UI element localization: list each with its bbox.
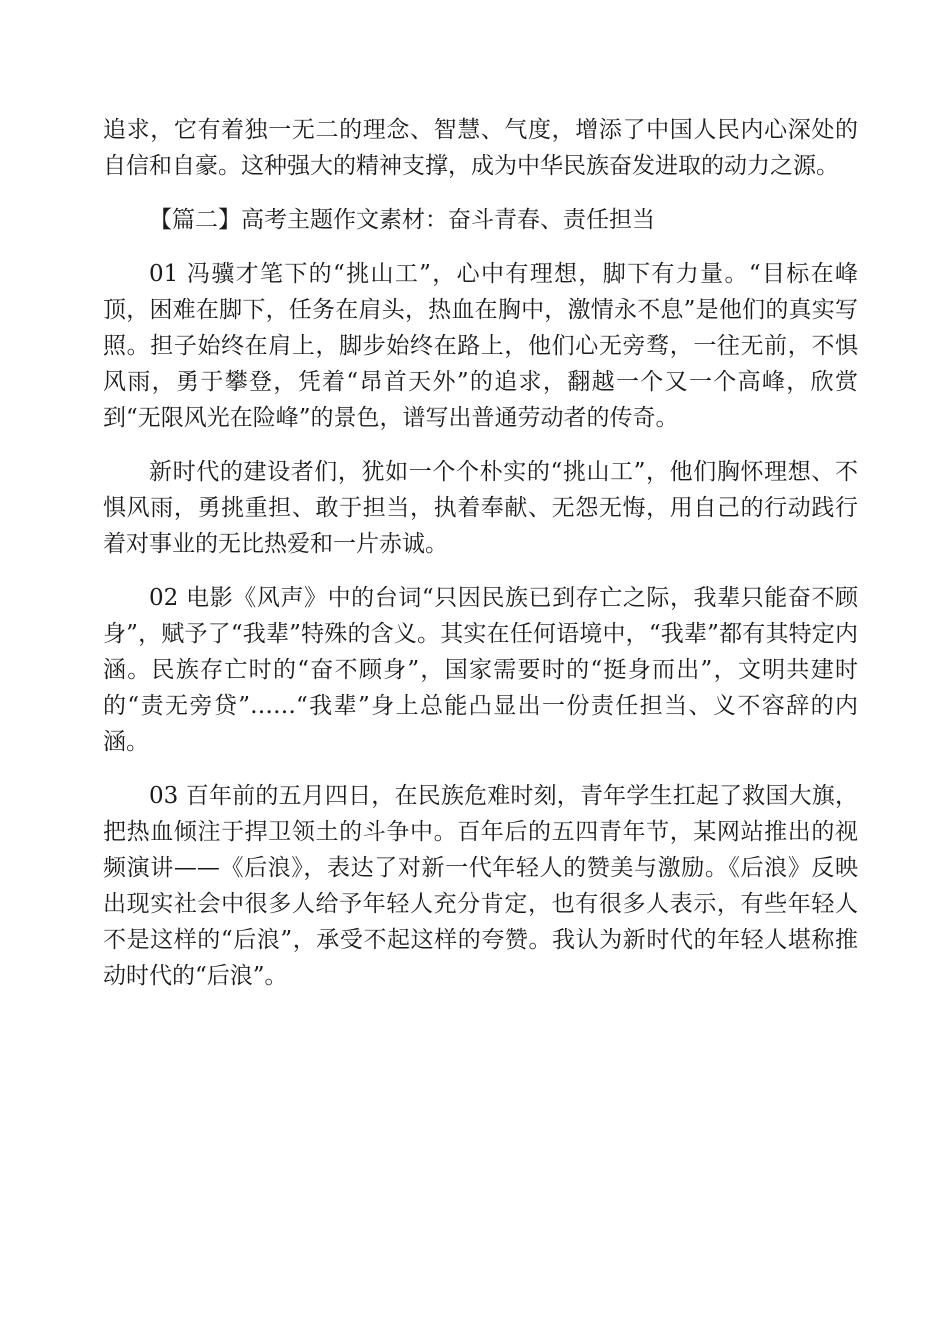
paragraph-03: 03 百年前的五月四日，在民族危难时刻，青年学生扛起了救国大旗，把热血倾注于捍卫领土的斗争中。百年后的五四青年节，某网站推出的视频演讲——《后浪》，表达了对新一代年轻人的赞美与激励。《后浪》反映出现实社会中很多人给予年轻人充分肯定，也有很多人表示，有些年轻人不是这样的“后浪”，承受不起这样的夸赞。我认为新时代的年轻人堪称推动时代的“后浪”。 xyxy=(103,783,858,989)
paragraph-continuation: 追求，它有着独一无二的理念、智慧、气度，增添了中国人民内心深处的自信和自豪。这种强大的精神支撑，成为中华民族奋发进取的动力之源。 xyxy=(103,117,858,179)
paragraph-01: 01 冯骥才笔下的“挑山工”，心中有理想，脚下有力量。“目标在峰顶，困难在脚下，任务在肩头，热血在胸中，激情永不息”是他们的真实写照。担子始终在肩上，脚步始终在路上，他们心无旁骛，一往无前，不惧风雨，勇于攀登，凭着“昂首天外”的追求，翻越一个又一个高峰，欣赏到“无限风光在险峰”的景色，谱写出普通劳动者的传奇。 xyxy=(103,261,858,431)
section-heading: 【篇二】高考主题作文素材：奋斗青春、责任担当 xyxy=(149,207,655,233)
paragraph-builders: 新时代的建设者们，犹如一个个朴实的“挑山工”，他们胸怀理想、不惧风雨，勇挑重担、敢于担当，执着奉献、无怨无悔，用自己的行动践行着对事业的无比热爱和一片赤诚。 xyxy=(103,459,858,557)
document-body xyxy=(103,112,858,1012)
paragraph-02: 02 电影《风声》中的台词“只因民族已到存亡之际，我辈只能奋不顾身”，赋予了“我辈”特殊的含义。其实在任何语境中，“我辈”都有其特定内涵。民族存亡时的“奋不顾身”，国家需要时的“挺身而出”，文明共建时的“责无旁贷”……“我辈”身上总能凸显出一份责任担当、义不容辞的内涵。 xyxy=(103,585,858,755)
